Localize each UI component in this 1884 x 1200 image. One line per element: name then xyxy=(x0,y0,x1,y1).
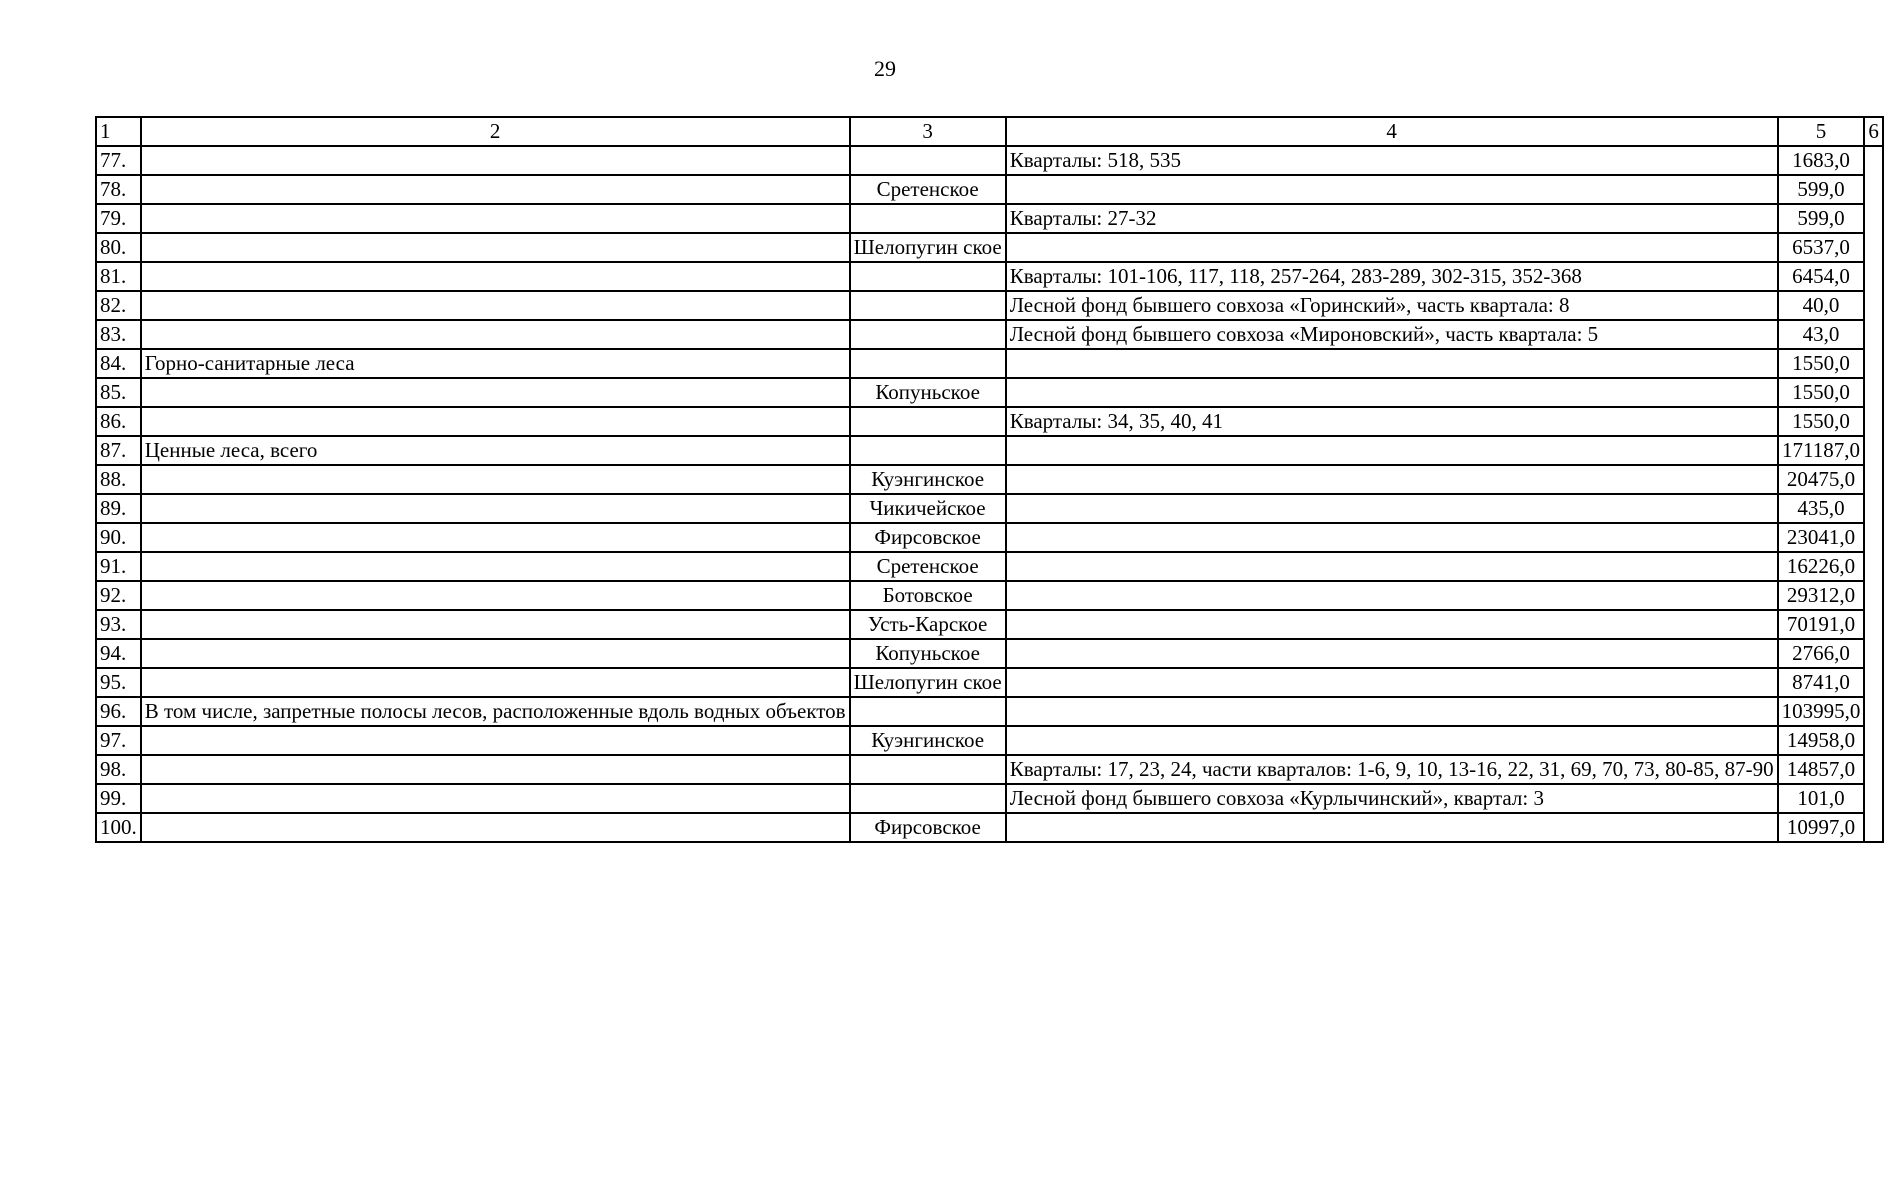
row-number-cell: 91. xyxy=(96,552,141,581)
area-cell: 599,0 xyxy=(1778,175,1865,204)
category-cell xyxy=(141,581,850,610)
row-number-cell: 83. xyxy=(96,320,141,349)
quarters-cell xyxy=(1006,233,1778,262)
table-row xyxy=(96,523,1883,552)
table-header-row xyxy=(96,117,1883,146)
area-cell: 1550,0 xyxy=(1778,378,1865,407)
row-number-cell: 93. xyxy=(96,610,141,639)
area-cell: 20475,0 xyxy=(1778,465,1865,494)
category-cell xyxy=(141,291,850,320)
quarters-cell: Кварталы: 518, 535 xyxy=(1006,146,1778,175)
row-number-cell: 81. xyxy=(96,262,141,291)
district-cell: Копуньское xyxy=(850,639,1006,668)
quarters-cell xyxy=(1006,465,1778,494)
row-number-cell: 82. xyxy=(96,291,141,320)
table-row xyxy=(96,378,1883,407)
quarters-cell xyxy=(1006,581,1778,610)
category-cell xyxy=(141,407,850,436)
district-cell: Шелопугин ское xyxy=(850,668,1006,697)
district-cell xyxy=(850,291,1006,320)
row-number-cell: 100. xyxy=(96,813,141,842)
area-cell: 2766,0 xyxy=(1778,639,1865,668)
quarters-cell xyxy=(1006,610,1778,639)
district-cell: Фирсовское xyxy=(850,813,1006,842)
category-cell xyxy=(141,204,850,233)
area-cell: 70191,0 xyxy=(1778,610,1865,639)
row-number-cell: 87. xyxy=(96,436,141,465)
category-cell xyxy=(141,378,850,407)
header-cell-6: 6 xyxy=(1864,117,1883,146)
quarters-cell xyxy=(1006,813,1778,842)
table-row xyxy=(96,552,1883,581)
header-cell-4: 4 xyxy=(1006,117,1778,146)
category-cell xyxy=(141,494,850,523)
quarters-cell xyxy=(1006,523,1778,552)
category-cell xyxy=(141,523,850,552)
district-cell: Копуньское xyxy=(850,378,1006,407)
table-row xyxy=(96,755,1883,784)
quarters-cell xyxy=(1006,175,1778,204)
category-cell xyxy=(141,755,850,784)
category-cell xyxy=(141,726,850,755)
district-cell: Чикичейское xyxy=(850,494,1006,523)
area-cell: 23041,0 xyxy=(1778,523,1865,552)
category-cell xyxy=(141,146,850,175)
table-row xyxy=(96,349,1883,378)
area-cell: 8741,0 xyxy=(1778,668,1865,697)
row-number-cell: 95. xyxy=(96,668,141,697)
row-number-cell: 89. xyxy=(96,494,141,523)
table-row xyxy=(96,784,1883,813)
table-row xyxy=(96,813,1883,842)
header-cell-5: 5 xyxy=(1778,117,1865,146)
district-cell xyxy=(850,349,1006,378)
category-cell xyxy=(141,175,850,204)
table-row xyxy=(96,726,1883,755)
table-row xyxy=(96,581,1883,610)
page-number: 29 xyxy=(874,56,896,81)
table-row xyxy=(96,175,1883,204)
header-cell-2: 2 xyxy=(141,117,850,146)
area-cell: 6454,0 xyxy=(1778,262,1865,291)
district-cell: Усть-Карское xyxy=(850,610,1006,639)
area-cell: 171187,0 xyxy=(1778,436,1865,465)
quarters-cell: Кварталы: 17, 23, 24, части кварталов: 1-6, 9, 10, 13-16, 22, 31, 69, 70, 73, 80-85, 87-90 xyxy=(1006,755,1778,784)
area-cell: 29312,0 xyxy=(1778,581,1865,610)
area-cell: 1550,0 xyxy=(1778,349,1865,378)
forest-table xyxy=(95,116,1884,843)
quarters-cell xyxy=(1006,349,1778,378)
category-cell xyxy=(141,813,850,842)
quarters-cell xyxy=(1006,668,1778,697)
district-cell: Куэнгинское xyxy=(850,726,1006,755)
table-row xyxy=(96,465,1883,494)
row-number-cell: 94. xyxy=(96,639,141,668)
quarters-cell: Кварталы: 34, 35, 40, 41 xyxy=(1006,407,1778,436)
district-cell: Сретенское xyxy=(850,175,1006,204)
district-cell: Фирсовское xyxy=(850,523,1006,552)
district-cell xyxy=(850,407,1006,436)
district-cell xyxy=(850,320,1006,349)
row-number-cell: 85. xyxy=(96,378,141,407)
category-cell xyxy=(141,320,850,349)
area-cell: 435,0 xyxy=(1778,494,1865,523)
quarters-cell xyxy=(1006,726,1778,755)
area-cell: 40,0 xyxy=(1778,291,1865,320)
quarters-cell: Лесной фонд бывшего совхоза «Курлычинский», квартал: 3 xyxy=(1006,784,1778,813)
row-number-cell: 99. xyxy=(96,784,141,813)
district-cell xyxy=(850,697,1006,726)
quarters-cell xyxy=(1006,639,1778,668)
category-cell xyxy=(141,233,850,262)
area-cell: 16226,0 xyxy=(1778,552,1865,581)
row-number-cell: 78. xyxy=(96,175,141,204)
district-cell xyxy=(850,784,1006,813)
quarters-cell: Лесной фонд бывшего совхоза «Горинский», часть квартала: 8 xyxy=(1006,291,1778,320)
district-cell: Шелопугин ское xyxy=(850,233,1006,262)
table-row xyxy=(96,262,1883,291)
table-row xyxy=(96,146,1883,175)
area-cell: 14958,0 xyxy=(1778,726,1865,755)
category-cell xyxy=(141,262,850,291)
row-number-cell: 84. xyxy=(96,349,141,378)
table-row xyxy=(96,204,1883,233)
quarters-cell: Кварталы: 101-106, 117, 118, 257-264, 283-289, 302-315, 352-368 xyxy=(1006,262,1778,291)
category-cell xyxy=(141,610,850,639)
area-cell: 1550,0 xyxy=(1778,407,1865,436)
table-row xyxy=(96,436,1883,465)
table-row xyxy=(96,494,1883,523)
notes-cell xyxy=(1864,146,1883,842)
quarters-cell xyxy=(1006,436,1778,465)
district-cell xyxy=(850,204,1006,233)
table-row xyxy=(96,668,1883,697)
row-number-cell: 97. xyxy=(96,726,141,755)
row-number-cell: 88. xyxy=(96,465,141,494)
district-cell: Куэнгинское xyxy=(850,465,1006,494)
area-cell: 10997,0 xyxy=(1778,813,1865,842)
row-number-cell: 77. xyxy=(96,146,141,175)
category-cell xyxy=(141,784,850,813)
row-number-cell: 90. xyxy=(96,523,141,552)
area-cell: 599,0 xyxy=(1778,204,1865,233)
area-cell: 43,0 xyxy=(1778,320,1865,349)
category-cell xyxy=(141,639,850,668)
quarters-cell xyxy=(1006,494,1778,523)
category-cell: В том числе, запретные полосы лесов, расположенные вдоль водных объектов xyxy=(141,697,850,726)
row-number-cell: 80. xyxy=(96,233,141,262)
row-number-cell: 86. xyxy=(96,407,141,436)
table-row xyxy=(96,610,1883,639)
header-cell-3: 3 xyxy=(850,117,1006,146)
area-cell: 6537,0 xyxy=(1778,233,1865,262)
quarters-cell: Кварталы: 27-32 xyxy=(1006,204,1778,233)
category-cell: Горно-санитарные леса xyxy=(141,349,850,378)
district-cell: Ботовское xyxy=(850,581,1006,610)
row-number-cell: 79. xyxy=(96,204,141,233)
category-cell xyxy=(141,668,850,697)
quarters-cell: Лесной фонд бывшего совхоза «Мироновский», часть квартала: 5 xyxy=(1006,320,1778,349)
row-number-cell: 98. xyxy=(96,755,141,784)
quarters-cell xyxy=(1006,552,1778,581)
area-cell: 103995,0 xyxy=(1778,697,1865,726)
area-cell: 101,0 xyxy=(1778,784,1865,813)
category-cell: Ценные леса, всего xyxy=(141,436,850,465)
district-cell: Сретенское xyxy=(850,552,1006,581)
quarters-cell xyxy=(1006,697,1778,726)
category-cell xyxy=(141,465,850,494)
area-cell: 14857,0 xyxy=(1778,755,1865,784)
table-row xyxy=(96,639,1883,668)
table-row xyxy=(96,407,1883,436)
row-number-cell: 92. xyxy=(96,581,141,610)
area-cell: 1683,0 xyxy=(1778,146,1865,175)
table-row xyxy=(96,697,1883,726)
quarters-cell xyxy=(1006,378,1778,407)
category-cell xyxy=(141,552,850,581)
table-row xyxy=(96,320,1883,349)
table-row xyxy=(96,233,1883,262)
district-cell xyxy=(850,262,1006,291)
header-cell-1: 1 xyxy=(96,117,141,146)
row-number-cell: 96. xyxy=(96,697,141,726)
table-row xyxy=(96,291,1883,320)
district-cell xyxy=(850,146,1006,175)
district-cell xyxy=(850,436,1006,465)
district-cell xyxy=(850,755,1006,784)
